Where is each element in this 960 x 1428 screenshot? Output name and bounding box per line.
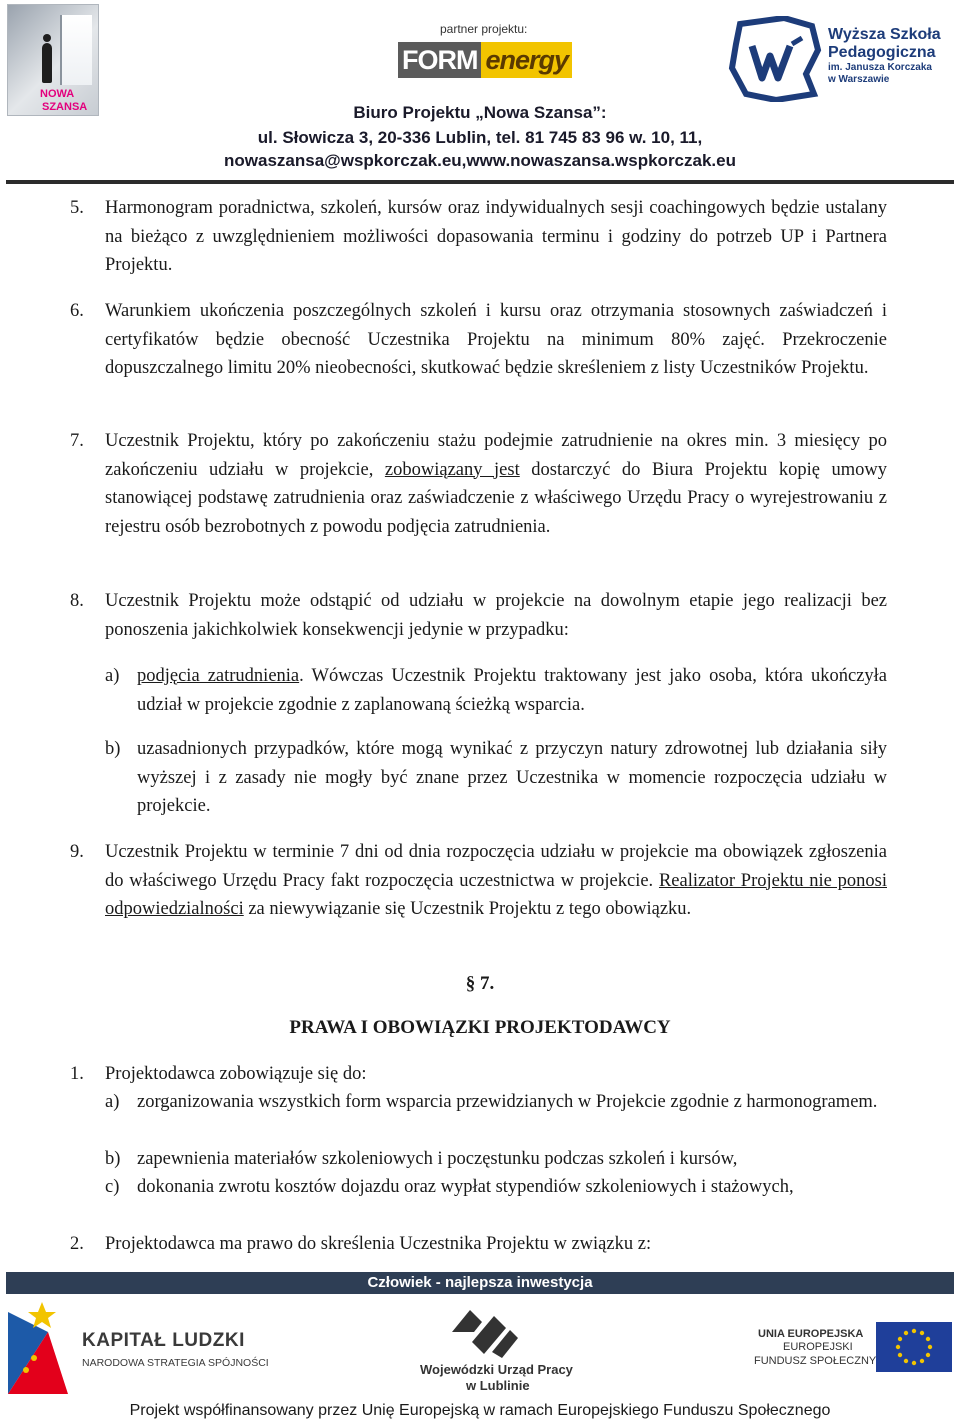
logo-text-szansa: SZANSA <box>42 101 88 113</box>
footer-slogan: Człowiek - najlepsza inwestycja <box>6 1272 954 1294</box>
point-text <box>105 427 887 541</box>
eu-label-line2: EUROPEJSKI <box>783 1341 853 1353</box>
point-text: Harmonogram poradnictwa, szkoleń, kursów oraz indywidualnych sesji coachingowych będzie ustalany na bieżąco z uwzględnieniem możliwości dopasowania terminu i godziny do potrzeb UP i Partnera Projektu. <box>105 198 887 275</box>
subpoint-text-part: . Wówczas Uczestnik Projektu traktowany jest jako osoba, która ukończyła udział w projekcie zgodnie z zaplanowaną ścieżką wsparcia. <box>137 666 887 715</box>
subpoint-text: zapewnienia materiałów szkoleniowych i poczęstunku podczas szkoleń i kursów, <box>137 1149 738 1169</box>
underlined-phrase: podjęcia zatrudnienia <box>137 666 300 686</box>
point-text: Uczestnik Projektu może odstąpić od udziału w projekcie na dowolnym etapie jego realizacji bez ponoszenia jakichkolwiek konsekwencji jedynie w przypadku: <box>105 591 887 640</box>
formenergy-logo-energy: energy <box>481 42 572 78</box>
office-contact: nowaszansa@wspkorczak.eu,www.nowaszansa.wspkorczak.eu <box>224 151 736 170</box>
formenergy-logo-form: FORM <box>398 42 481 78</box>
point-text-part: dostarczyć do Biura Projektu kopię umowy stanowiącej podstawę zatrudnienia oraz zaświadczenie z właściwego Urzędu Pracy o wyrejestrowaniu z rejestru osób bezrobotnych z powodu podjęcia zatrudnienia. <box>105 459 887 537</box>
point-8a <box>105 662 887 719</box>
point-text-part: za niewywiązanie się Uczestnik Projektu z tego obowiązku. <box>243 899 692 919</box>
point-8 <box>70 587 887 644</box>
nowa-szansa-logo <box>7 4 99 116</box>
duty-1b <box>105 1145 887 1174</box>
subpoint-letter: b) <box>105 1149 121 1169</box>
point-text: Projektodawca ma prawo do skreślenia Uczestnika Projektu w związku z: <box>105 1234 652 1254</box>
point-5 <box>70 194 887 280</box>
underlined-phrase: Realizator Projektu nie ponosi odpowiedzialności <box>105 870 887 919</box>
subpoint-letter: a) <box>105 666 120 686</box>
partner-label: partner projektu: <box>440 22 528 36</box>
point-number: 5. <box>70 198 84 218</box>
duty-1 <box>70 1060 887 1089</box>
office-address: ul. Słowicza 3, 20-336 Lublin, tel. 81 745 83 96 w. 10, 11, <box>257 128 703 147</box>
eu-label-line3: FUNDUSZ SPOŁECZNY <box>754 1355 877 1367</box>
school-name-line2: Pedagogiczna <box>828 44 936 61</box>
wup-name-line2: w Lublinie <box>466 1378 530 1393</box>
header-divider <box>6 180 954 184</box>
point-text-part: Uczestnik Projektu w terminie 7 dni od dnia rozpoczęcia udziału w projekcie ma obowiązek zgłoszenia do właściwego Urzędu Pracy fakt rozpoczęcia uczestnictwa w projekcie. <box>105 842 887 891</box>
cofinance-statement: Projekt współfinansowany przez Unię Europejską w ramach Europejskiego Funduszu Społecznego <box>129 1402 831 1419</box>
section-title: PRAWA I OBOWIĄZKI PROJEKTODAWCY <box>289 1017 671 1038</box>
subpoint-text: uzasadnionych przypadków, które mogą wynikać z przyczyn natury zdrowotnej lub działania siły wyższej i z zasady nie mogły być znane przez Uczestnika w momencie rozpoczęcia udziału w projekcie. <box>137 739 887 816</box>
point-9 <box>70 838 887 924</box>
section-number: § 7. <box>465 973 495 994</box>
logo-text-nowa: NOWA <box>40 88 75 100</box>
point-number: 8. <box>70 591 84 611</box>
point-text: Warunkiem ukończenia poszczególnych szkoleń i kursu oraz otrzymania stosownych zaświadczeń i certyfikatów będzie obecność Uczestnika Projektu na minimum 80% zajęć. Przekroczenie dopuszczalnego limitu 20% nieobecności, skutkować będzie skreśleniem z listy Uczestników Projektu. <box>105 301 887 378</box>
door-icon <box>60 15 92 85</box>
school-name-line3: im. Janusza Korczaka <box>828 62 932 73</box>
point-number: 9. <box>70 842 84 862</box>
eu-label-line1: UNIA EUROPEJSKA <box>758 1328 864 1340</box>
school-name <box>828 26 941 86</box>
point-number: 7. <box>70 431 84 451</box>
school-name-line4: w Warszawie <box>828 74 890 85</box>
underlined-phrase: zobowiązany jest <box>384 459 520 480</box>
eu-flag-icon <box>876 1322 952 1372</box>
subpoint-letter: a) <box>105 1092 120 1112</box>
person-icon <box>42 43 52 83</box>
formenergy-logo <box>398 42 569 78</box>
point-number: 1. <box>70 1064 84 1084</box>
subpoint-letter: c) <box>105 1177 120 1197</box>
letterhead <box>0 0 960 188</box>
duty-1a <box>105 1088 887 1117</box>
point-6 <box>70 297 887 383</box>
point-number: 6. <box>70 301 84 321</box>
kapital-ludzki-emblem-icon <box>8 1302 78 1394</box>
subpoint-text: zorganizowania wszystkich form wsparcia przewidzianych w Projekcie zgodnie z harmonogramem. <box>137 1092 878 1112</box>
kapital-ludzki-title: KAPITAŁ LUDZKI <box>82 1330 245 1351</box>
point-text <box>105 838 887 924</box>
kapital-ludzki-subtitle: NARODOWA STRATEGIA SPÓJNOŚCI <box>82 1357 269 1369</box>
school-name-line1: Wyższa Szkoła <box>828 26 941 43</box>
point-8b <box>105 735 887 821</box>
point-text-part: Uczestnik Projektu, który po zakończeniu stażu podejmie zatrudnienie na okres min. 3 miesięcy po zakończeniu udziału w projekcie, <box>105 431 887 480</box>
duty-1c <box>105 1173 887 1202</box>
duty-2 <box>70 1230 887 1259</box>
point-7 <box>70 427 887 541</box>
subpoint-letter: b) <box>105 739 121 759</box>
point-text: Projektodawca zobowiązuje się do: <box>105 1064 367 1084</box>
wup-name-line1: Wojewódzki Urząd Pracy <box>420 1362 573 1377</box>
wup-emblem-icon <box>448 1302 520 1360</box>
subpoint-text: dokonania zwrotu kosztów dojazdu oraz wypłat stypendiów szkoleniowych i stażowych, <box>137 1177 794 1197</box>
office-title: Biuro Projektu „Nowa Szansa”: <box>353 103 607 122</box>
wsp-emblem-icon <box>726 16 822 102</box>
point-number: 2. <box>70 1234 84 1254</box>
subpoint-text <box>137 662 887 719</box>
